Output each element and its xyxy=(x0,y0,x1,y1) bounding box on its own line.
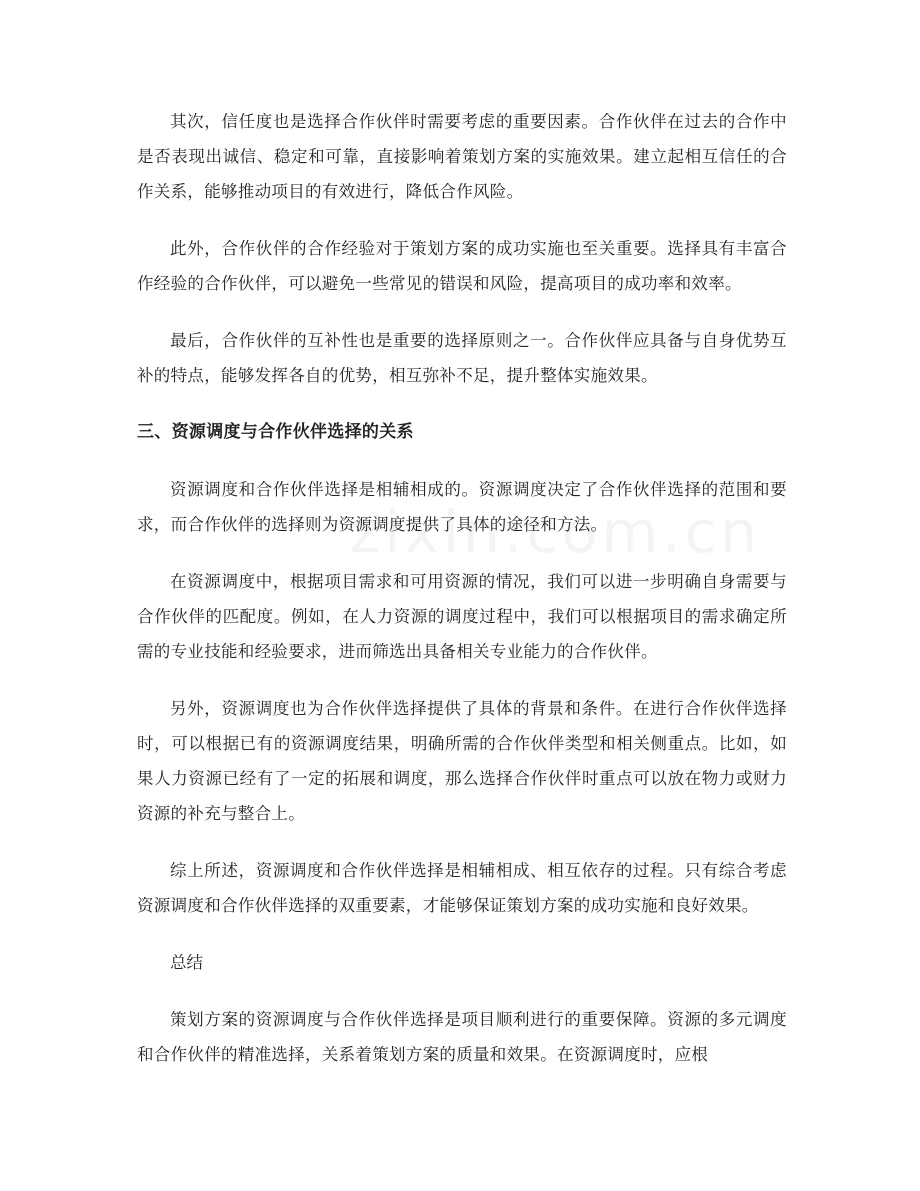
paragraph-trust: 其次，信任度也是选择合作伙伴时需要考虑的重要因素。合作伙伴在过去的合作中是否表现出诚信、稳定和可靠，直接影响着策划方案的实施效果。建立起相互信任的合作关系，能够推动项目的有效进行，降低合作风险。 xyxy=(137,112,787,201)
summary-heading: 总结 xyxy=(170,953,203,972)
paragraph-conclusion: 综上所述，资源调度和合作伙伴选择是相辅相成、相互依存的过程。只有综合考虑资源调度和合作伙伴选择的双重要素，才能够保证策划方案的成功实施和良好效果。 xyxy=(137,861,787,915)
section-heading: 三、资源调度与合作伙伴选择的关系 xyxy=(137,422,414,442)
paragraph-complementarity: 最后，合作伙伴的互补性也是重要的选择原则之一。合作伙伴应具备与自身优势互补的特点，能够发挥各自的优势，相互弥补不足，提升整体实施效果。 xyxy=(137,331,787,385)
summary-paragraph: 策划方案的资源调度与合作伙伴选择是项目顺利进行的重要保障。资源的多元调度和合作伙伴的精准选择，关系着策划方案的质量和效果。在资源调度时，应根 xyxy=(137,1010,787,1064)
paragraph-matching: 在资源调度中，根据项目需求和可用资源的情况，我们可以进一步明确自身需要与合作伙伴的匹配度。例如，在人力资源的调度过程中，我们可以根据项目的需求确定所需的专业技能和经验要求，进而筛选出具备相关专业能力的合作伙伴。 xyxy=(137,572,787,661)
paragraph-experience: 此外，合作伙伴的合作经验对于策划方案的成功实施也至关重要。选择具有丰富合作经验的合作伙伴，可以避免一些常见的错误和风险，提高项目的成功率和效率。 xyxy=(137,239,787,293)
paragraph-relationship: 资源调度和合作伙伴选择是相辅相成的。资源调度决定了合作伙伴选择的范围和要求，而合作伙伴的选择则为资源调度提供了具体的途径和方法。 xyxy=(137,480,787,534)
paragraph-background: 另外，资源调度也为合作伙伴选择提供了具体的背景和条件。在进行合作伙伴选择时，可以根据已有的资源调度结果，明确所需的合作伙伴类型和相关侧重点。比如，如果人力资源已经有了一定的拓展和调度，那么选择合作伙伴时重点可以放在物力或财力资源的补充与整合上。 xyxy=(137,699,787,823)
document-body xyxy=(137,104,787,1094)
